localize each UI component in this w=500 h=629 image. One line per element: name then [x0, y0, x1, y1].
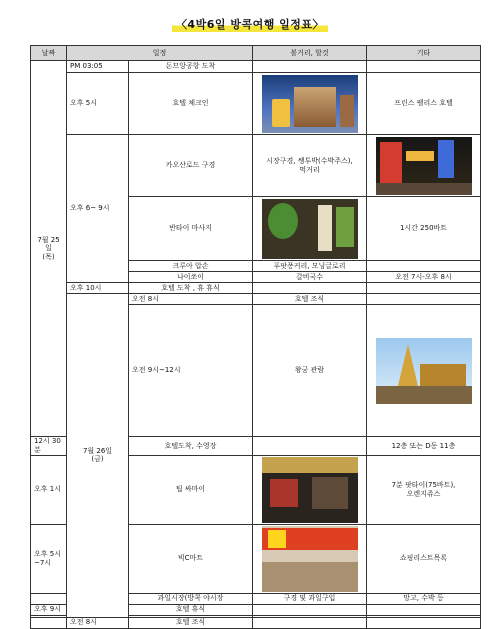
- document-title-text: 〈4박6일 방콕여행 일정표〉: [172, 16, 328, 33]
- empty-cell: [367, 294, 481, 305]
- hotel-photo: [262, 75, 358, 133]
- day2-palace-photo-cell: [367, 305, 481, 437]
- empty-cell: [253, 61, 367, 73]
- day1-sub1-plan: 크루아 압손: [129, 261, 253, 272]
- day2-fruit-see: 구경 및 과일구입: [253, 593, 367, 604]
- table-row: [31, 135, 481, 197]
- header-date: 날짜: [31, 46, 67, 61]
- day2-palace-plan: 왕궁 관람: [253, 305, 367, 437]
- day1-khaosan-see: 시장구경, 쌩투박(수박주스), 먹거리: [253, 135, 367, 197]
- table-row: [31, 294, 481, 305]
- day1-checkin-photo-cell: [253, 73, 367, 135]
- day1-checkin-plan: 호텔 체크인: [129, 73, 253, 135]
- day2-fruit-plan: 과일시장(방콕 야시장: [129, 593, 253, 604]
- day2-tip-plan: 팁 싸마이: [129, 455, 253, 524]
- day2-breakfast-time: 오전 8시: [129, 294, 253, 305]
- day2-bigc-etc: 쇼핑리스트목록: [367, 524, 481, 593]
- header-plan: 일정: [67, 46, 253, 61]
- day1-arrive-time: PM 03:05: [67, 61, 129, 73]
- day2-tip-photo-cell: [253, 455, 367, 524]
- table-row: [31, 61, 481, 73]
- day1-massage-plan: 반타이 마사지: [129, 197, 253, 261]
- empty-cell: [367, 617, 481, 628]
- day2-bigc-photo-cell: [253, 524, 367, 593]
- empty-cell: [253, 617, 367, 628]
- day1-checkin-etc: 프린스 팰리스 호텔: [367, 73, 481, 135]
- day2-breakfast-plan: 호텔 조식: [253, 294, 367, 305]
- table-row: [31, 73, 481, 135]
- empty-cell: [367, 283, 481, 294]
- empty-cell: [31, 617, 67, 628]
- empty-cell: [253, 604, 367, 615]
- day2-lunch-time: 12시 30분: [31, 437, 67, 456]
- header-etc: 기타: [367, 46, 481, 61]
- day1-arrive-plan: 돈므앙공항 도착: [129, 61, 253, 73]
- day3-breakfast-time: 오전 8시: [67, 617, 129, 628]
- day1-checkin-time: 오후 5시: [67, 73, 129, 135]
- day1-sub1-see: 푸팟퐁커리, 모닝글로리: [253, 261, 367, 272]
- day2-bigc-plan: 빅C마트: [129, 524, 253, 593]
- day2-palace-time: 오전 9시~12시: [129, 305, 253, 437]
- day1-sub2-plan: 나이쏘이: [129, 272, 253, 283]
- day2-lunch-plan: 호텔도착, 수영장: [129, 437, 253, 456]
- table-row: [31, 283, 481, 294]
- header-see: 볼거리, 할것: [253, 46, 367, 61]
- khaosan-road-photo: [376, 137, 472, 195]
- empty-cell: [31, 593, 67, 604]
- grand-palace-photo: [376, 338, 472, 404]
- day2-fruit-etc: 망고, 수박 등: [367, 593, 481, 604]
- document-title: [0, 16, 500, 33]
- day2-date: 7월 26일 (금): [67, 294, 129, 618]
- empty-cell: [367, 261, 481, 272]
- itinerary-table: [30, 45, 481, 629]
- day1-khaosan-plan: 카오산로드 구경: [129, 135, 253, 197]
- empty-cell: [367, 61, 481, 73]
- day1-sub2-etc: 오전 7시-오후 8시: [367, 272, 481, 283]
- table-row: [31, 617, 481, 628]
- day2-rest-time: 오후 9시: [31, 604, 67, 615]
- day1-night-time: 오후 10시: [67, 283, 129, 294]
- restaurant-photo: [262, 457, 358, 523]
- header-row: [31, 46, 481, 61]
- empty-cell: [253, 283, 367, 294]
- empty-cell: [367, 604, 481, 615]
- big-c-mart-photo: [262, 526, 358, 592]
- day2-bigc-time: 오후 5시~7시: [31, 524, 67, 593]
- day2-rest-plan: 호텔 휴식: [129, 604, 253, 615]
- day1-night-plan: 호텔 도착 , 휴 휴식: [129, 283, 253, 294]
- day2-tip-time: 오후 1시: [31, 455, 67, 524]
- massage-shop-photo: [262, 199, 358, 259]
- day1-massage-photo-cell: [253, 197, 367, 261]
- day3-breakfast-plan: 호텔 조식: [129, 617, 253, 628]
- day2-tip-etc: 7분 팟타이(75바트), 오렌지쥬스: [367, 455, 481, 524]
- empty-cell: [253, 437, 367, 456]
- day1-date: 7월 25일 (목): [31, 61, 67, 437]
- day1-khaosan-photo-cell: [367, 135, 481, 197]
- day1-massage-etc: 1시간 250바트: [367, 197, 481, 261]
- day2-lunch-etc: 12층 또는 D동 11층: [367, 437, 481, 456]
- day1-evening-time: 오후 6~ 9시: [67, 135, 129, 283]
- day1-sub2-see: 갈비국수: [253, 272, 367, 283]
